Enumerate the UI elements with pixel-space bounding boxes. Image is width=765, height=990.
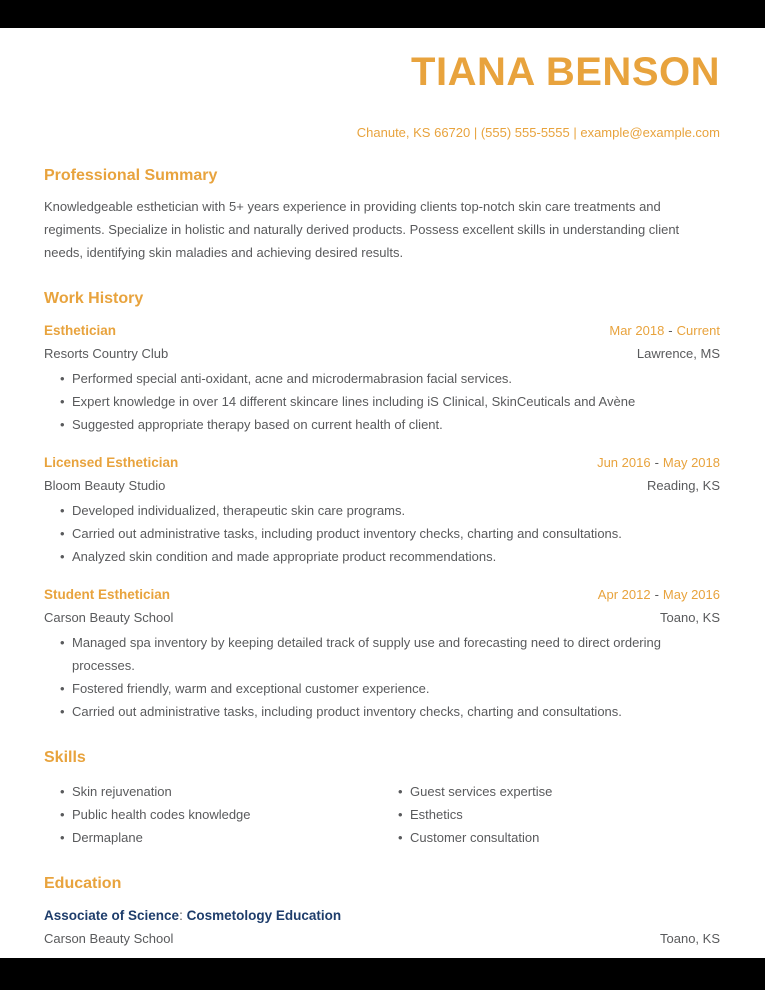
job-entry [44,322,720,436]
company-name: Carson Beauty School [44,610,174,625]
skill-item: • Public health codes knowledge [44,803,382,826]
school-location: Toano, KS [660,931,720,946]
section-heading-education: Education [44,875,122,892]
skill-item: • Esthetics [382,803,720,826]
job-date-start: Apr 2012 [597,587,651,602]
degree-program: Cosmetology Education [186,908,342,923]
job-date-start: Mar 2018 [609,323,665,338]
job-date-separator: - [654,587,659,602]
company-name: Bloom Beauty Studio [44,478,166,493]
job-dates [609,322,720,340]
contact-info: Chanute, KS 66720 | (555) 555-5555 | example@example.com [356,125,720,140]
resume-page [0,28,765,958]
job-bullet: • Expert knowledge in over 14 different skincare lines including iS Clinical, SkinCeuticals and Avène [44,390,720,413]
job-dates [598,586,720,604]
section-heading-skills: Skills [44,749,86,766]
job-location: Toano, KS [660,610,720,625]
job-date-start: Jun 2016 [597,455,651,470]
job-entry [44,586,720,723]
skills-column-right [382,780,720,849]
job-bullet: • Suggested appropriate therapy based on current health of client. [44,413,720,436]
job-date-separator: - [654,455,659,470]
skills-columns [44,780,720,849]
job-bullet-list [44,499,720,568]
job-date-separator: - [668,323,673,338]
job-title: Esthetician [44,323,117,338]
resume-name: TIANA BENSON [411,50,720,94]
job-bullet: • Analyzed skin condition and made appropriate product recommendations. [44,545,720,568]
job-bullet-list [44,367,720,436]
job-title: Student Esthetician [44,587,171,602]
company-name: Resorts Country Club [44,346,169,361]
job-date-end: May 2018 [662,455,720,470]
skill-item: • Guest services expertise [382,780,720,803]
job-location: Lawrence, MS [636,346,720,361]
job-location: Reading, KS [647,478,720,493]
job-bullet: • Performed special anti-oxidant, acne and microdermabrasion facial services. [44,367,720,390]
summary-text: Knowledgeable esthetician with 5+ years experience in providing clients top-notch skin care treatments and regiments. Specialize in holistic and naturally derived products. Possess excellent skills in understanding client needs, identifying skin maladies and achieving desired results. [44,199,680,260]
job-bullet-list [44,631,720,723]
job-date-end: May 2016 [662,587,720,602]
degree-name: Associate of Science [44,908,180,923]
school-name: Carson Beauty School [44,931,174,946]
job-dates [597,454,720,472]
skill-item: • Skin rejuvenation [44,780,382,803]
degree-line [44,907,720,925]
degree-separator: : [179,908,183,923]
skill-item: • Customer consultation [382,826,720,849]
job-bullet: • Managed spa inventory by keeping detailed track of supply use and forecasting need to direct ordering processes. [44,631,720,677]
job-title: Licensed Esthetician [44,455,179,470]
section-heading-professional-summary: Professional Summary [44,167,218,184]
skill-item: • Dermaplane [44,826,382,849]
job-date-end: Current [676,323,720,338]
job-bullet: • Developed individualized, therapeutic skin care programs. [44,499,720,522]
job-bullet: • Carried out administrative tasks, including product inventory checks, charting and consultations. [44,522,720,545]
skills-column-left [44,780,382,849]
job-bullet: • Fostered friendly, warm and exceptional customer experience. [44,677,720,700]
job-entry [44,454,720,568]
job-bullet: • Carried out administrative tasks, including product inventory checks, charting and consultations. [44,700,720,723]
section-heading-work-history: Work History [44,290,144,307]
